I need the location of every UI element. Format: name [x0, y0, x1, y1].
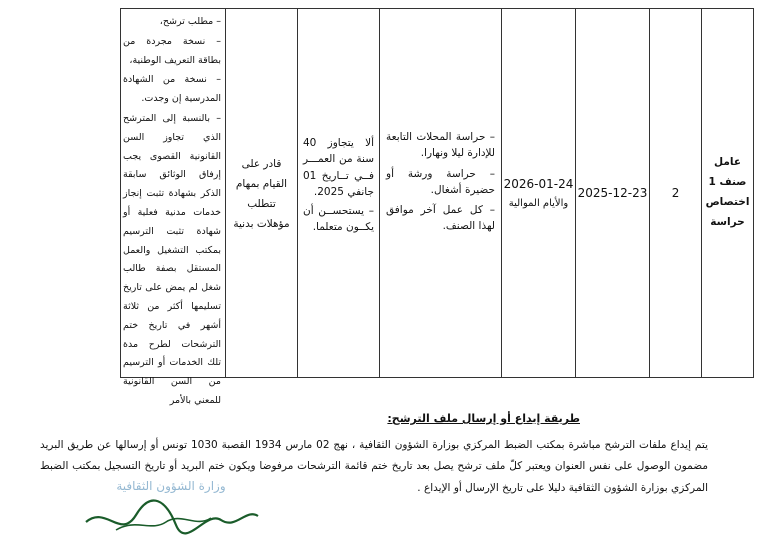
cell-close-date: [501, 9, 575, 377]
close-date-note: والأيام الموالية: [508, 197, 569, 209]
age-condition: ألا يتجاوز 40 سنة من العمـــر فــي تــاريخ 01 جانفي 2025.: [303, 137, 374, 198]
positions-count: 2: [671, 185, 680, 200]
task-item: – كل عمل آخر موافق لهذا الصنف.: [386, 204, 495, 233]
candidates-table: [120, 8, 754, 406]
cell-positions-count: [649, 9, 701, 377]
cell-skills: [225, 9, 297, 377]
stamp-text: وزارة الشؤون الثقافية: [116, 479, 226, 493]
cell-job-type: [701, 9, 753, 377]
age-condition: – يستحســن أن يكــون متعلما.: [303, 205, 374, 234]
document-item: – نسخة من الشهادة المدرسية إن وجدت.: [123, 74, 221, 105]
cell-tasks: [379, 9, 501, 377]
document-item: – مطلب ترشح،: [159, 16, 221, 27]
signature-stroke: [86, 501, 258, 534]
open-date: 2025-12-23: [577, 185, 648, 200]
cell-age-conditions: [297, 9, 379, 377]
task-item: – حراسة المحلات التابعة للإدارة ليلا ونهارا.: [386, 131, 495, 160]
official-stamp-signature: [76, 470, 266, 540]
stamp-signature-image: [76, 470, 266, 540]
skills-text: قادر على القيام بمهام تتطلب مؤهلات بدنية: [233, 158, 290, 230]
cell-open-date: [575, 9, 649, 377]
task-item: – حراسة ورشة أو حضيرة أشغال.: [386, 167, 495, 196]
section-title: طريقة إيداع أو إرسال ملف الترشح:: [387, 412, 580, 425]
close-date: 2026-01-24: [503, 177, 574, 192]
section-body: يتم إيداع ملفات الترشح مباشرة بمكتب الضبط المركزي بوزارة الشؤون الثقافية ، نهج 02 مارس 1934 القصبة 1030 تونس أو إرسالها عن طريق البريد مضمون الوصول على نفس العنوان ويعتبر كلّ ملف ترشح يصل بعد تاريخ ختم قائمة الترشحات مرفوضا ويكون ختم البريد أو تاريخ التسجيل بمكتب الضبط المركزي بوزارة الشؤون الثقافية دليلا على تاريخ الإرسال أو الإيداع .: [40, 438, 708, 494]
document-item: – نسخة مجردة من بطاقة التعريف الوطنية،: [123, 35, 221, 66]
cell-documents: [119, 9, 225, 406]
job-type-text: عامل صنف 1 اختصاص حراسة: [705, 156, 750, 228]
document-item: – بالنسبة إلى المترشح الذي تجاوز السن القانونية القصوى يجب إرفاق الوثائق سابقة الذكر بشهادة تثبت إنجاز خدمات مدنية فعلية أو شهادة تثبت الترسيم بمكتب التشغيل والعمل المستقل بصفة طالب شغل لم يمض على تاريخ تسليمها أكثر من ثلاثة أشهر في تاريخ ختم الترشحات لطرح مدة تلك الخدمات أو الترسيم من السن القانونية للمعني بالأمر: [123, 112, 221, 406]
